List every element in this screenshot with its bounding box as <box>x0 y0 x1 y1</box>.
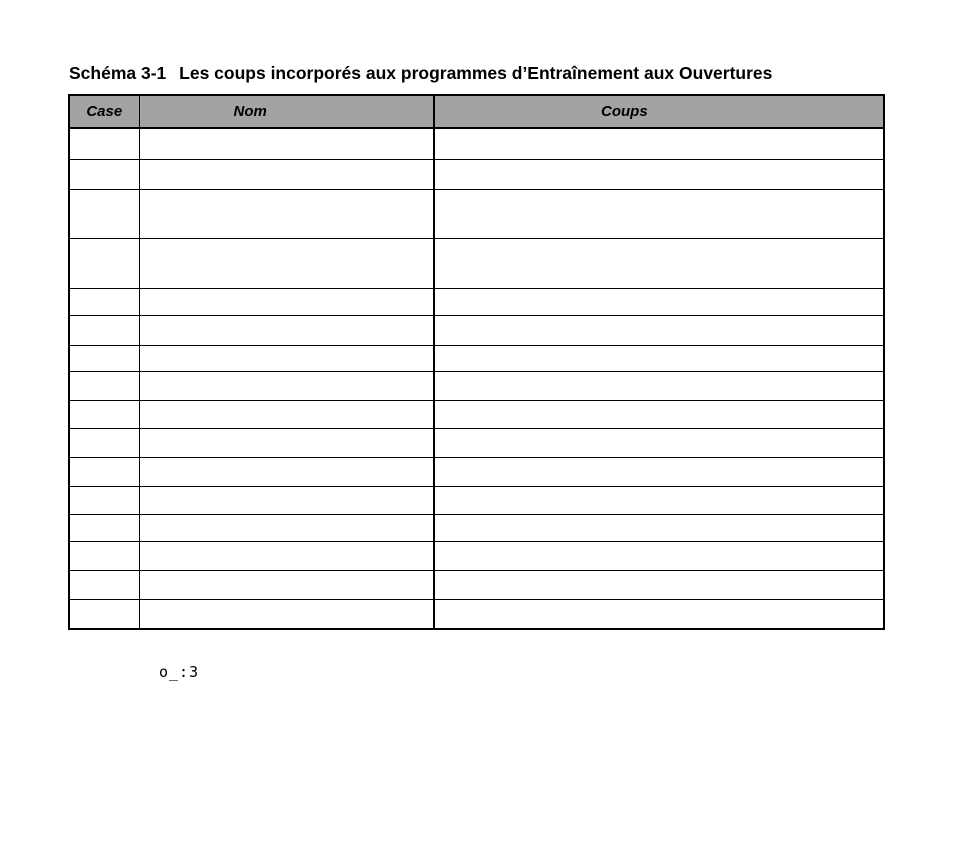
table-row <box>69 400 884 428</box>
moves-table <box>68 94 885 630</box>
table-row <box>69 486 884 514</box>
table-row <box>69 238 884 288</box>
header-nom: Nom <box>139 95 434 128</box>
table-row <box>69 315 884 345</box>
cell-coups <box>434 288 884 315</box>
cell-coups <box>434 428 884 457</box>
cell-nom <box>139 486 434 514</box>
table-row <box>69 159 884 189</box>
cell-coups <box>434 400 884 428</box>
cell-case <box>69 238 139 288</box>
cell-nom <box>139 457 434 486</box>
cell-nom <box>139 345 434 371</box>
table-row <box>69 514 884 541</box>
cell-nom <box>139 371 434 400</box>
cell-nom <box>139 541 434 570</box>
table-row <box>69 288 884 315</box>
figure-caption <box>69 63 772 84</box>
cell-nom <box>139 570 434 599</box>
cell-coups <box>434 570 884 599</box>
cell-case <box>69 457 139 486</box>
table-row <box>69 599 884 629</box>
table-row <box>69 541 884 570</box>
cell-case <box>69 315 139 345</box>
cell-coups <box>434 345 884 371</box>
table-row <box>69 128 884 159</box>
cell-nom <box>139 428 434 457</box>
cell-nom <box>139 238 434 288</box>
cell-nom <box>139 189 434 238</box>
cell-case <box>69 514 139 541</box>
cell-case <box>69 371 139 400</box>
cell-coups <box>434 159 884 189</box>
cell-case <box>69 400 139 428</box>
cell-coups <box>434 457 884 486</box>
caption-title: Les coups incorporés aux programmes d’Entraînement aux Ouvertures <box>179 63 773 83</box>
cell-nom <box>139 514 434 541</box>
cell-case <box>69 288 139 315</box>
table-row <box>69 345 884 371</box>
cell-coups <box>434 599 884 629</box>
header-case: Case <box>69 95 139 128</box>
cell-coups <box>434 371 884 400</box>
table-header-row <box>69 95 884 128</box>
table-row <box>69 428 884 457</box>
cell-case <box>69 486 139 514</box>
cell-case <box>69 159 139 189</box>
cell-case <box>69 189 139 238</box>
cell-nom <box>139 315 434 345</box>
cell-nom <box>139 400 434 428</box>
cell-coups <box>434 514 884 541</box>
cell-nom <box>139 128 434 159</box>
cell-case <box>69 599 139 629</box>
cell-nom <box>139 159 434 189</box>
table-row <box>69 371 884 400</box>
cell-coups <box>434 238 884 288</box>
cell-case <box>69 428 139 457</box>
footer-mark: o_:3 <box>159 663 200 681</box>
cell-case <box>69 345 139 371</box>
cell-case <box>69 128 139 159</box>
cell-coups <box>434 128 884 159</box>
cell-coups <box>434 315 884 345</box>
table-row <box>69 189 884 238</box>
cell-nom <box>139 288 434 315</box>
table-row <box>69 570 884 599</box>
cell-coups <box>434 541 884 570</box>
table-row <box>69 457 884 486</box>
cell-case <box>69 541 139 570</box>
cell-nom <box>139 599 434 629</box>
cell-coups <box>434 189 884 238</box>
cell-case <box>69 570 139 599</box>
cell-coups <box>434 486 884 514</box>
header-coups: Coups <box>434 95 884 128</box>
caption-number: Schéma 3-1 <box>69 63 167 83</box>
